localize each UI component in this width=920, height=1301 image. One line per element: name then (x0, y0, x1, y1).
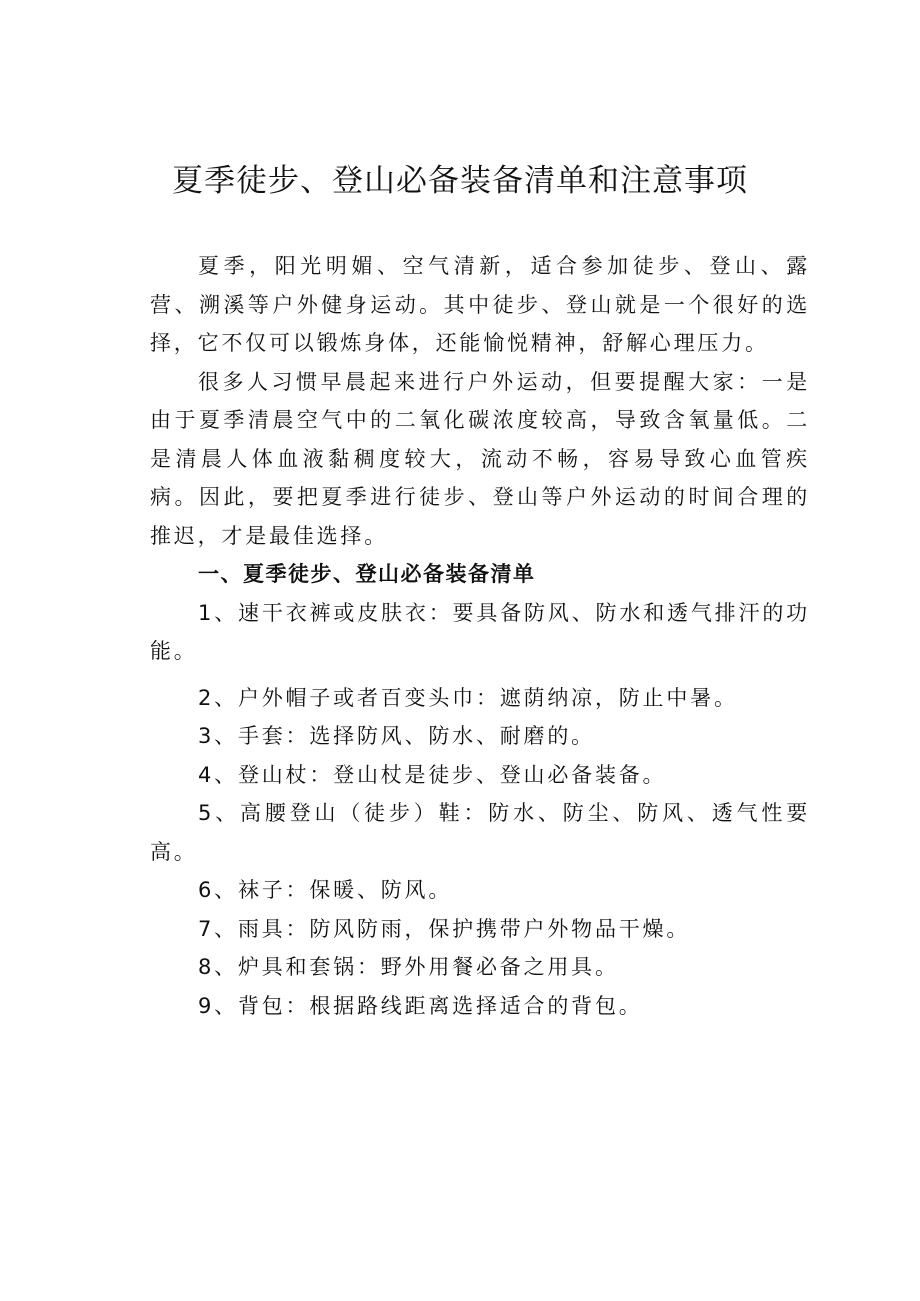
list-item: 7、雨具：防风防雨，保护携带户外物品干燥。 (198, 916, 691, 941)
list-item: 9、背包：根据路线距离选择适合的背包。 (198, 993, 643, 1018)
section-heading: 一、夏季徒步、登山必备装备清单 (198, 562, 536, 586)
document-title: 夏季徒步、登山必备装备清单和注意事项 (172, 163, 748, 199)
morning-exercise-paragraph: 很多人习惯早晨起来进行户外运动，但要提醒大家：一是由于夏季清晨空气中的二氧化碳浓度较高，导致含氧量低。二是清晨人体血液黏稠度较大，流动不畅，容易导致心血管疾病。因此，要把夏季进行徒步、登山等户外运动的时间合理的推迟，才是最佳选择。 (150, 369, 810, 548)
list-item: 6、袜子：保暖、防风。 (198, 878, 453, 902)
document-body (150, 247, 810, 1025)
list-item: 1、速干衣裤或皮肤衣：要具备防风、防水和透气排汗的功能。 (150, 600, 810, 663)
list-item: 4、登山杖：登山杖是徒步、登山必备装备。 (198, 762, 667, 787)
list-item: 2、户外帽子或者百变头巾：遮荫纳凉，防止中暑。 (198, 685, 738, 710)
list-item: 3、手套：选择防风、防水、耐磨的。 (198, 724, 595, 748)
list-item: 5、高腰登山（徒步）鞋：防水、防尘、防风、透气性要高。 (150, 801, 810, 864)
intro-paragraph: 夏季，阳光明媚、空气清新，适合参加徒步、登山、露营、溯溪等户外健身运动。其中徒步、登山就是一个很好的选择，它不仅可以锻炼身体，还能愉悦精神，舒解心理压力。 (150, 254, 810, 355)
list-item: 8、炉具和套锅：野外用餐必备之用具。 (198, 955, 619, 979)
